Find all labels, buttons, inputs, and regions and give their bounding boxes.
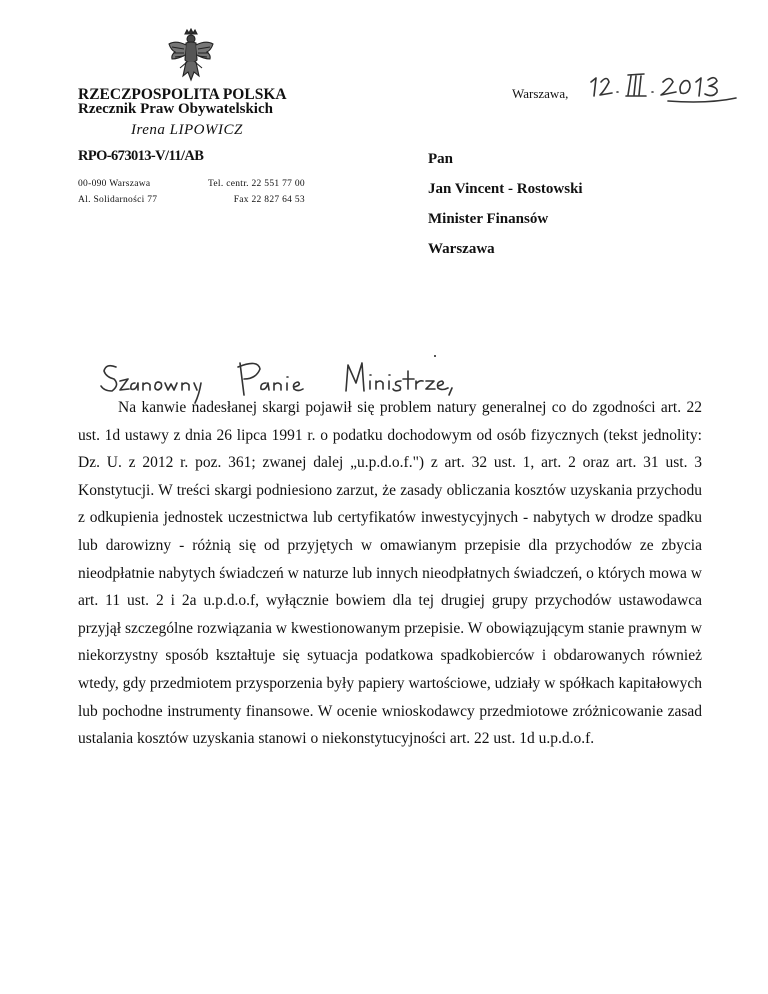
date-place: Warszawa,: [512, 86, 569, 101]
address-line: Al. Solidarności 77: [78, 195, 158, 205]
recipient-block: [428, 150, 583, 270]
sender-address: [78, 176, 157, 208]
recipient-title: Minister Finansów: [428, 211, 549, 227]
address-line: 00-090 Warszawa: [78, 179, 151, 189]
recipient-name: Jan Vincent - Rostowski: [428, 181, 583, 197]
sender-contact: [199, 176, 305, 208]
polish-eagle-emblem-icon: [166, 28, 216, 86]
handwritten-date: [588, 70, 768, 106]
fax-number: Fax 22 827 64 53: [233, 195, 305, 205]
office-name: Rzecznik Praw Obywatelskich: [78, 101, 273, 117]
institution-name: RZECZPOSPOLITA POLSKA: [78, 86, 287, 103]
recipient-city: Warszawa: [428, 241, 495, 257]
recipient-salutation: Pan: [428, 151, 454, 167]
reference-number: RPO-673013-V/11/AB: [78, 148, 204, 164]
body-paragraph: Na kanwie nadesłanej skargi pojawił się problem natury generalnej co do zgodności art. 22 ust. 1d ustawy z dnia 26 lipca 1991 r. o podatku dochodowym od osób fizycznych (tekst jednolity: Dz. U. z 2012 r. poz. 361; zwanej dalej „u.p.d.o.f.") z art. 32 ust. 1, art. 2 oraz art. 31 ust. 3 Konstytucji. W treści skargi podniesiono zarzut, że zasady obliczania kosztów uzyskania przychodu z odkupienia jednostek uczestnictwa lub certyfikatów inwestycyjnych - nabytych w drodze spadku lub darowizny - różnią się od przyjętych w omawianym przepisie dla przychodów ze zbycia nieodpłatnie nabytych świadczeń w naturze lub innych nieodpłatnych świadczeń, o których mowa w art. 11 ust. 2 i 2a u.p.d.o.f, wyłącznie bowiem dla tej drugiej grupy przychodów ustawodawca przyjął szczególne rozwiązania w kwestionowanym przepisie. W obowiązującym stanie prawnym w niekorzystny sposób kształtuje się sytuacja podatkowa spadkobierców i obdarowanych również wtedy, gdy przedmiotem przysporzenia były papiery wartościowe, udziały w spółkach kapitałowych lub pochodne instrumenty finansowe. W ocenie wnioskodawcy przedmiotowe zróżnicowanie zasad ustalania kosztów uzyskania stanowi o niekonstytucyjności art. 22 ust. 1d u.p.d.o.f.: [78, 399, 702, 748]
phone-number: Tel. centr. 22 551 77 00: [207, 179, 305, 189]
letter-body: [78, 394, 702, 753]
official-name: Irena LIPOWICZ: [131, 122, 243, 138]
